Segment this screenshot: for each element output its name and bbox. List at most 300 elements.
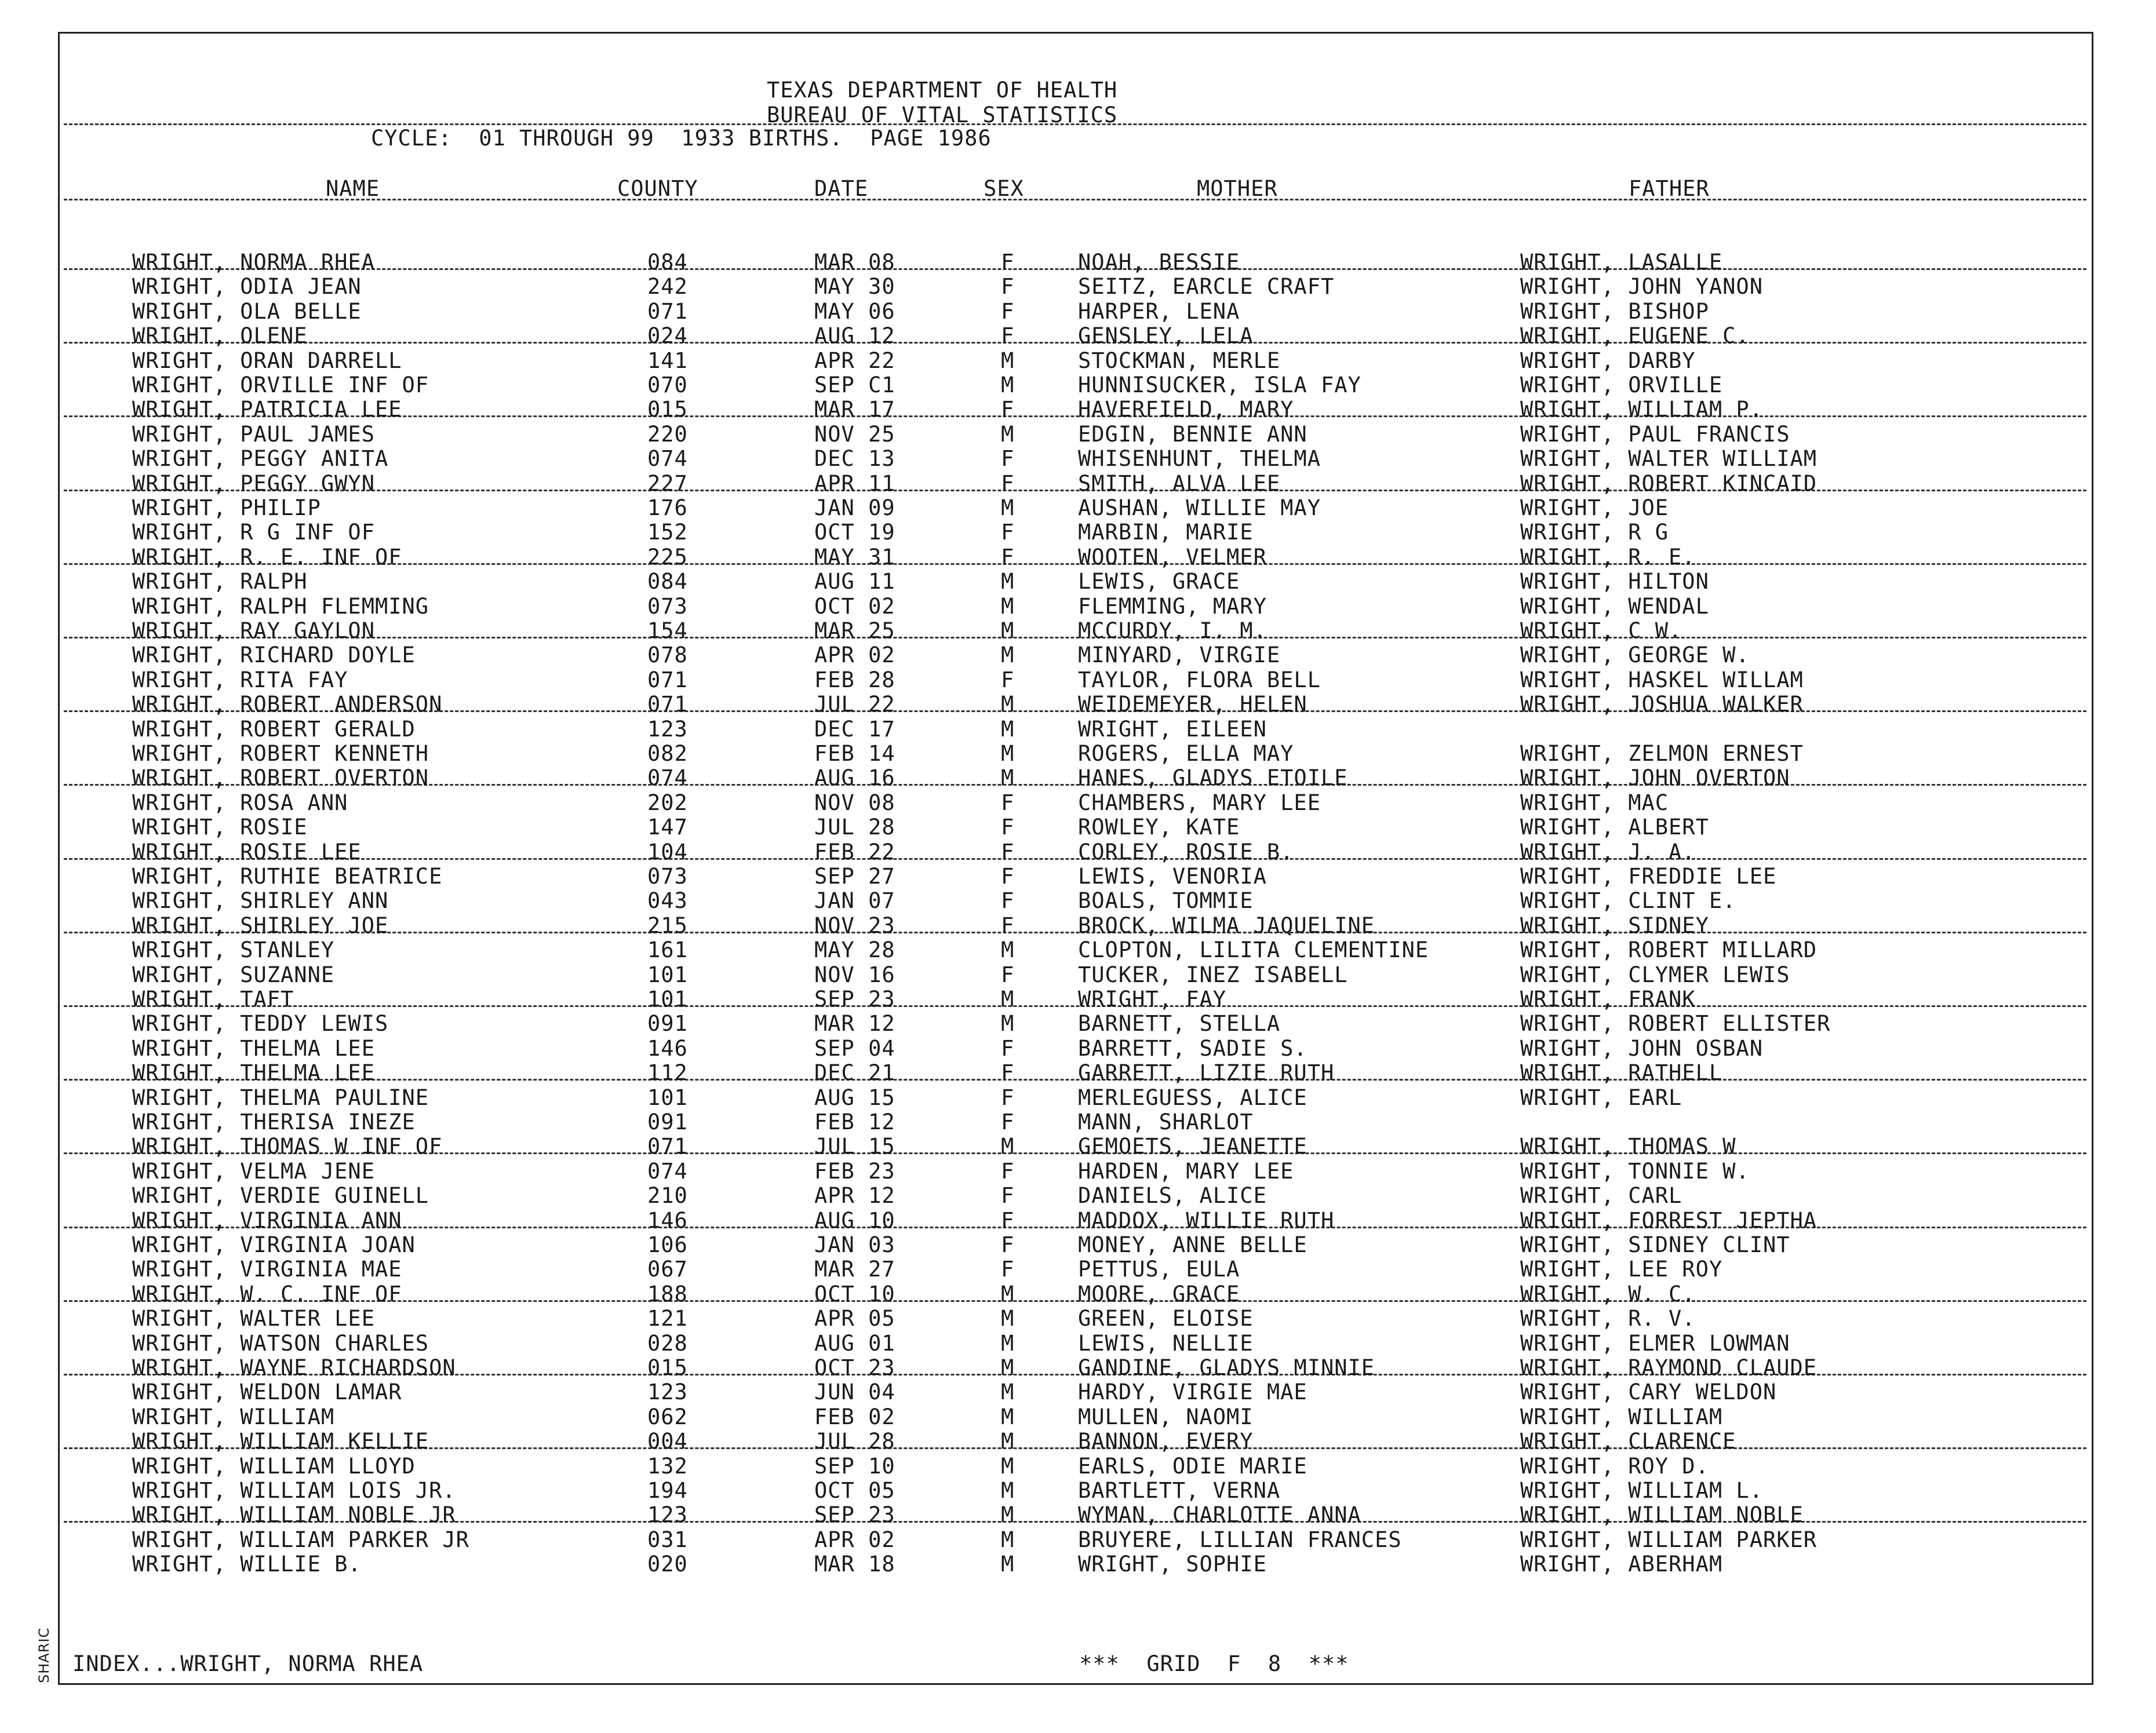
cell-date: JUL 22 xyxy=(814,692,895,717)
cell-name: WRIGHT, ROBERT KENNETH xyxy=(132,741,429,766)
cell-name: WRIGHT, ROBERT GERALD xyxy=(132,717,416,742)
cell-county: 031 xyxy=(647,1527,688,1552)
cell-sex: F xyxy=(1001,250,1015,275)
cell-name: WRIGHT, RALPH FLEMMING xyxy=(132,594,429,619)
cell-sex: M xyxy=(1001,937,1015,962)
cell-date: OCT 23 xyxy=(814,1355,895,1380)
cell-date: AUG 11 xyxy=(814,569,895,594)
column-header-sex: SEX xyxy=(984,176,1024,201)
cell-sex: F xyxy=(1001,1085,1015,1110)
cell-county: 146 xyxy=(647,1036,688,1061)
cell-father: WRIGHT, HASKEL WILLAM xyxy=(1520,667,1804,692)
cell-father: WRIGHT, ELMER LOWMAN xyxy=(1520,1331,1790,1356)
cell-sex: M xyxy=(1001,1306,1015,1331)
cell-county: 071 xyxy=(647,667,688,692)
cell-father: WRIGHT, EUGENE C. xyxy=(1520,323,1750,348)
cell-father: WRIGHT, CARL xyxy=(1520,1183,1682,1208)
cell-county: 146 xyxy=(647,1208,688,1233)
cell-father: WRIGHT, WILLIAM L. xyxy=(1520,1478,1763,1503)
cell-name: WRIGHT, VELMA JENE xyxy=(132,1159,375,1184)
cell-name: WRIGHT, ORAN DARRELL xyxy=(132,348,402,373)
cell-name: WRIGHT, TEDDY LEWIS xyxy=(132,1011,389,1036)
cell-mother: HARDY, VIRGIE MAE xyxy=(1078,1380,1308,1404)
cell-county: 084 xyxy=(647,250,688,275)
cell-name: WRIGHT, STANLEY xyxy=(132,937,335,962)
cell-mother: ROGERS, ELLA MAY xyxy=(1078,741,1294,766)
column-header-divider xyxy=(64,199,2086,200)
table-row xyxy=(0,889,2156,913)
cell-sex: M xyxy=(1001,1134,1015,1159)
cell-name: WRIGHT, WAYNE RICHARDSON xyxy=(132,1355,456,1380)
table-row xyxy=(0,815,2156,840)
table-row xyxy=(0,1307,2156,1331)
cell-father: WRIGHT, ABERHAM xyxy=(1520,1552,1723,1577)
table-row xyxy=(0,1209,2156,1233)
cell-county: 194 xyxy=(647,1478,688,1503)
cell-mother: MANN, SHARLOT xyxy=(1078,1110,1254,1134)
table-row xyxy=(0,668,2156,692)
cell-father: WRIGHT, CLARENCE xyxy=(1520,1429,1736,1454)
cell-mother: WRIGHT, EILEEN xyxy=(1078,717,1267,742)
cell-mother: GEMOETS, JEANETTE xyxy=(1078,1134,1308,1159)
cell-sex: M xyxy=(1001,1380,1015,1404)
cell-sex: M xyxy=(1001,1478,1015,1503)
cell-sex: M xyxy=(1001,618,1015,643)
cell-date: JUN 04 xyxy=(814,1380,895,1404)
cell-sex: M xyxy=(1001,643,1015,667)
cell-date: DEC 17 xyxy=(814,717,895,742)
table-row xyxy=(0,717,2156,742)
table-row xyxy=(0,1012,2156,1036)
cell-county: 091 xyxy=(647,1110,688,1134)
cell-sex: F xyxy=(1001,299,1015,324)
cell-name: WRIGHT, VIRGINIA MAE xyxy=(132,1257,402,1282)
cell-mother: MULLEN, NAOMI xyxy=(1078,1404,1254,1429)
table-row xyxy=(0,472,2156,496)
cell-mother: HUNNISUCKER, ISLA FAY xyxy=(1078,373,1361,397)
table-row xyxy=(0,1405,2156,1429)
cell-name: WRIGHT, RALPH xyxy=(132,569,308,594)
cell-name: WRIGHT, RUTHIE BEATRICE xyxy=(132,864,443,889)
cell-mother: LEWIS, NELLIE xyxy=(1078,1331,1254,1356)
cell-county: 020 xyxy=(647,1552,688,1577)
cell-father: WRIGHT, EARL xyxy=(1520,1085,1682,1110)
cell-county: 074 xyxy=(647,446,688,471)
cell-father: WRIGHT, DARBY xyxy=(1520,348,1696,373)
table-row xyxy=(0,1037,2156,1061)
cell-mother: SEITZ, EARCLE CRAFT xyxy=(1078,274,1335,299)
cell-county: 067 xyxy=(647,1257,688,1282)
cell-county: 210 xyxy=(647,1183,688,1208)
cell-county: 123 xyxy=(647,1380,688,1404)
cell-county: 074 xyxy=(647,765,688,790)
table-row xyxy=(0,373,2156,397)
table-row xyxy=(0,397,2156,422)
table-row xyxy=(0,987,2156,1012)
cell-mother: BARRETT, SADIE S. xyxy=(1078,1036,1308,1061)
cell-county: 121 xyxy=(647,1306,688,1331)
cell-date: MAR 25 xyxy=(814,618,895,643)
cell-father: WRIGHT, CLYMER LEWIS xyxy=(1520,962,1790,987)
cell-date: NOV 25 xyxy=(814,422,895,447)
cell-date: MAY 30 xyxy=(814,274,895,299)
cell-date: OCT 05 xyxy=(814,1478,895,1503)
cell-date: OCT 10 xyxy=(814,1282,895,1307)
cycle-line: CYCLE: 01 THROUGH 99 1933 BIRTHS. PAGE 1986 xyxy=(371,126,992,151)
cell-county: 242 xyxy=(647,274,688,299)
column-header-name: NAME xyxy=(326,176,380,201)
cell-mother: STOCKMAN, MERLE xyxy=(1078,348,1281,373)
cell-sex: F xyxy=(1001,446,1015,471)
cell-name: WRIGHT, SHIRLEY JOE xyxy=(132,913,389,938)
cell-sex: M xyxy=(1001,1429,1015,1454)
cell-date: FEB 02 xyxy=(814,1404,895,1429)
cell-name: WRIGHT, PAUL JAMES xyxy=(132,422,375,447)
table-row xyxy=(0,619,2156,643)
cell-mother: BROCK, WILMA JAQUELINE xyxy=(1078,913,1375,938)
cell-name: WRIGHT, PATRICIA LEE xyxy=(132,397,402,422)
cell-date: APR 12 xyxy=(814,1183,895,1208)
cell-mother: HANES, GLADYS ETOILE xyxy=(1078,765,1348,790)
cell-name: WRIGHT, OLA BELLE xyxy=(132,299,362,324)
cell-county: 070 xyxy=(647,373,688,397)
cell-date: APR 22 xyxy=(814,348,895,373)
cell-name: WRIGHT, R G INF OF xyxy=(132,520,375,545)
cell-sex: F xyxy=(1001,667,1015,692)
cell-father: WRIGHT, PAUL FRANCIS xyxy=(1520,422,1790,447)
cell-mother: WHISENHUNT, THELMA xyxy=(1078,446,1321,471)
cell-county: 123 xyxy=(647,1502,688,1527)
table-row xyxy=(0,520,2156,545)
cell-name: WRIGHT, VERDIE GUINELL xyxy=(132,1183,429,1208)
cell-sex: F xyxy=(1001,520,1015,545)
cell-mother: BARTLETT, VERNA xyxy=(1078,1478,1281,1503)
cell-name: WRIGHT, W. C. INF OF xyxy=(132,1282,402,1307)
cell-father: WRIGHT, MAC xyxy=(1520,790,1669,815)
table-row xyxy=(0,742,2156,766)
cell-father: WRIGHT, BISHOP xyxy=(1520,299,1709,324)
cell-mother: GARRETT, LIZIE RUTH xyxy=(1078,1060,1335,1085)
table-row xyxy=(0,447,2156,471)
cell-county: 104 xyxy=(647,840,688,864)
cell-father: WRIGHT, SIDNEY CLINT xyxy=(1520,1232,1790,1257)
table-row xyxy=(0,300,2156,324)
cell-mother: BARNETT, STELLA xyxy=(1078,1011,1281,1036)
cell-date: AUG 10 xyxy=(814,1208,895,1233)
cell-date: MAR 08 xyxy=(814,250,895,275)
cell-name: WRIGHT, ROBERT OVERTON xyxy=(132,765,429,790)
cell-father: WRIGHT, ROBERT ELLISTER xyxy=(1520,1011,1831,1036)
cell-date: APR 02 xyxy=(814,643,895,667)
cell-date: NOV 08 xyxy=(814,790,895,815)
cell-date: MAY 31 xyxy=(814,545,895,570)
table-row xyxy=(0,840,2156,864)
table-row xyxy=(0,1061,2156,1085)
cell-sex: F xyxy=(1001,888,1015,913)
cell-sex: F xyxy=(1001,1257,1015,1282)
cell-sex: M xyxy=(1001,717,1015,742)
cell-mother: CHAMBERS, MARY LEE xyxy=(1078,790,1321,815)
cell-mother: BRUYERE, LILLIAN FRANCES xyxy=(1078,1527,1402,1552)
cell-father: WRIGHT, JOE xyxy=(1520,495,1669,520)
cell-name: WRIGHT, ROSIE xyxy=(132,815,308,840)
cell-date: SEP 04 xyxy=(814,1036,895,1061)
table-row xyxy=(0,1134,2156,1159)
cell-mother: WRIGHT, FAY xyxy=(1078,987,1227,1012)
cell-date: OCT 19 xyxy=(814,520,895,545)
cell-mother: SMITH, ALVA LEE xyxy=(1078,471,1281,496)
cell-county: 028 xyxy=(647,1331,688,1356)
cell-date: MAR 27 xyxy=(814,1257,895,1282)
table-row xyxy=(0,1429,2156,1454)
cell-name: WRIGHT, THELMA LEE xyxy=(132,1060,375,1085)
cell-mother: TUCKER, INEZ ISABELL xyxy=(1078,962,1348,987)
cell-sex: F xyxy=(1001,1232,1015,1257)
cell-name: WRIGHT, RAY GAYLON xyxy=(132,618,375,643)
cell-county: 227 xyxy=(647,471,688,496)
cell-name: WRIGHT, WILLIE B. xyxy=(132,1552,362,1577)
cell-mother: MERLEGUESS, ALICE xyxy=(1078,1085,1308,1110)
cell-father: WRIGHT, WILLIAM PARKER xyxy=(1520,1527,1818,1552)
table-row xyxy=(0,1282,2156,1307)
cell-date: MAR 17 xyxy=(814,397,895,422)
cell-sex: F xyxy=(1001,815,1015,840)
cell-county: 101 xyxy=(647,987,688,1012)
cell-date: APR 11 xyxy=(814,471,895,496)
cell-father: WRIGHT, LEE ROY xyxy=(1520,1257,1723,1282)
cell-father: WRIGHT, JOHN OVERTON xyxy=(1520,765,1790,790)
cell-name: WRIGHT, ORVILLE INF OF xyxy=(132,373,429,397)
cell-county: 024 xyxy=(647,323,688,348)
cell-sex: F xyxy=(1001,323,1015,348)
cell-date: SEP 23 xyxy=(814,987,895,1012)
table-row xyxy=(0,1503,2156,1527)
cell-father: WRIGHT, FRANK xyxy=(1520,987,1696,1012)
cell-father: WRIGHT, R G xyxy=(1520,520,1669,545)
cell-mother: HAVERFIELD, MARY xyxy=(1078,397,1294,422)
table-row xyxy=(0,1454,2156,1479)
cell-county: 073 xyxy=(647,594,688,619)
cell-sex: F xyxy=(1001,840,1015,864)
cell-name: WRIGHT, THERISA INEZE xyxy=(132,1110,416,1134)
cell-mother: HARDEN, MARY LEE xyxy=(1078,1159,1294,1184)
table-row xyxy=(0,1110,2156,1134)
cell-mother: WYMAN, CHARLOTTE ANNA xyxy=(1078,1502,1361,1527)
cell-date: FEB 28 xyxy=(814,667,895,692)
cell-father: WRIGHT, WILLIAM xyxy=(1520,1404,1723,1429)
cell-date: FEB 22 xyxy=(814,840,895,864)
cell-county: 078 xyxy=(647,643,688,667)
cell-name: WRIGHT, PHILIP xyxy=(132,495,321,520)
cell-name: WRIGHT, RICHARD DOYLE xyxy=(132,643,416,667)
cell-sex: F xyxy=(1001,1183,1015,1208)
bureau-title: BUREAU OF VITAL STATISTICS xyxy=(767,103,1118,127)
cell-father: WRIGHT, R. V. xyxy=(1520,1306,1696,1331)
cell-county: 071 xyxy=(647,299,688,324)
cell-sex: M xyxy=(1001,1011,1015,1036)
cell-father: WRIGHT, ROBERT MILLARD xyxy=(1520,937,1818,962)
cell-name: WRIGHT, SUZANNE xyxy=(132,962,335,987)
cell-father: WRIGHT, JOHN OSBAN xyxy=(1520,1036,1763,1061)
cell-father: WRIGHT, CARY WELDON xyxy=(1520,1380,1777,1404)
cell-father: WRIGHT, FREDDIE LEE xyxy=(1520,864,1777,889)
cell-mother: TAYLOR, FLORA BELL xyxy=(1078,667,1321,692)
cell-mother: EDGIN, BENNIE ANN xyxy=(1078,422,1308,447)
cell-sex: M xyxy=(1001,1552,1015,1577)
cell-name: WRIGHT, WELDON LAMAR xyxy=(132,1380,402,1404)
column-header-county: COUNTY xyxy=(617,176,698,201)
cell-county: 123 xyxy=(647,717,688,742)
cell-sex: M xyxy=(1001,1355,1015,1380)
cell-father: WRIGHT, ROY D. xyxy=(1520,1454,1709,1479)
header-divider xyxy=(64,123,2086,125)
cell-county: 161 xyxy=(647,937,688,962)
cell-date: DEC 21 xyxy=(814,1060,895,1085)
cell-mother: HARPER, LENA xyxy=(1078,299,1240,324)
cell-name: WRIGHT, VIRGINIA ANN xyxy=(132,1208,402,1233)
cell-date: DEC 13 xyxy=(814,446,895,471)
table-row xyxy=(0,963,2156,987)
cell-county: 101 xyxy=(647,962,688,987)
cell-date: JUL 28 xyxy=(814,1429,895,1454)
cell-sex: M xyxy=(1001,1527,1015,1552)
cell-father: WRIGHT, WENDAL xyxy=(1520,594,1709,619)
cell-county: 015 xyxy=(647,1355,688,1380)
cell-county: 073 xyxy=(647,864,688,889)
cell-county: 141 xyxy=(647,348,688,373)
cell-sex: F xyxy=(1001,1208,1015,1233)
cell-date: APR 02 xyxy=(814,1527,895,1552)
cell-father: WRIGHT, RAYMOND CLAUDE xyxy=(1520,1355,1818,1380)
cell-name: WRIGHT, R. E. INF OF xyxy=(132,545,402,570)
cell-mother: BANNON, EVERY xyxy=(1078,1429,1254,1454)
cell-sex: M xyxy=(1001,987,1015,1012)
cell-name: WRIGHT, THELMA LEE xyxy=(132,1036,375,1061)
agency-title: TEXAS DEPARTMENT OF HEALTH xyxy=(767,78,1118,103)
cell-date: SEP 27 xyxy=(814,864,895,889)
cell-date: SEP C1 xyxy=(814,373,895,397)
cell-name: WRIGHT, WILLIAM xyxy=(132,1404,335,1429)
cell-name: WRIGHT, THOMAS W INF OF xyxy=(132,1134,443,1159)
cell-sex: F xyxy=(1001,274,1015,299)
table-row xyxy=(0,1380,2156,1404)
cell-sex: F xyxy=(1001,1110,1015,1134)
cell-date: FEB 23 xyxy=(814,1159,895,1184)
cell-sex: F xyxy=(1001,913,1015,938)
table-row xyxy=(0,594,2156,619)
cell-sex: F xyxy=(1001,1060,1015,1085)
cell-county: 074 xyxy=(647,1159,688,1184)
cell-sex: M xyxy=(1001,741,1015,766)
table-row xyxy=(0,1159,2156,1184)
cell-county: 106 xyxy=(647,1232,688,1257)
cell-sex: M xyxy=(1001,495,1015,520)
cell-date: FEB 14 xyxy=(814,741,895,766)
cell-sex: M xyxy=(1001,692,1015,717)
table-row xyxy=(0,422,2156,447)
cell-county: 082 xyxy=(647,741,688,766)
cell-date: JAN 07 xyxy=(814,888,895,913)
cell-county: 176 xyxy=(647,495,688,520)
cell-mother: PETTUS, EULA xyxy=(1078,1257,1240,1282)
cell-father: WRIGHT, GEORGE W. xyxy=(1520,643,1750,667)
cell-county: 188 xyxy=(647,1282,688,1307)
table-row xyxy=(0,791,2156,815)
cell-mother: MINYARD, VIRGIE xyxy=(1078,643,1281,667)
cell-name: WRIGHT, VIRGINIA JOAN xyxy=(132,1232,416,1257)
cell-county: 015 xyxy=(647,397,688,422)
table-row xyxy=(0,938,2156,962)
cell-father: WRIGHT, ROBERT KINCAID xyxy=(1520,471,1818,496)
cell-mother: MOORE, GRACE xyxy=(1078,1282,1240,1307)
cell-sex: F xyxy=(1001,471,1015,496)
column-header-father: FATHER xyxy=(1629,176,1710,201)
cell-county: 132 xyxy=(647,1454,688,1479)
cell-father: WRIGHT, CLINT E. xyxy=(1520,888,1736,913)
cell-sex: M xyxy=(1001,1454,1015,1479)
cell-father: WRIGHT, TONNIE W. xyxy=(1520,1159,1750,1184)
cell-sex: F xyxy=(1001,790,1015,815)
table-row xyxy=(0,1479,2156,1503)
cell-date: MAY 06 xyxy=(814,299,895,324)
cell-mother: LEWIS, GRACE xyxy=(1078,569,1240,594)
cell-father: WRIGHT, SIDNEY xyxy=(1520,913,1709,938)
cell-sex: F xyxy=(1001,864,1015,889)
cell-father: WRIGHT, ZELMON ERNEST xyxy=(1520,741,1804,766)
cell-date: APR 05 xyxy=(814,1306,895,1331)
cell-date: MAR 18 xyxy=(814,1552,895,1577)
cell-name: WRIGHT, NORMA RHEA xyxy=(132,250,375,275)
cell-name: WRIGHT, WALTER LEE xyxy=(132,1306,375,1331)
cell-father: WRIGHT, WALTER WILLIAM xyxy=(1520,446,1818,471)
cell-mother: DANIELS, ALICE xyxy=(1078,1183,1267,1208)
cell-date: SEP 10 xyxy=(814,1454,895,1479)
cell-name: WRIGHT, WILLIAM LOIS JR. xyxy=(132,1478,456,1503)
cell-county: 225 xyxy=(647,545,688,570)
cell-father: WRIGHT, JOHN YANON xyxy=(1520,274,1763,299)
cell-mother: MADDOX, WILLIE RUTH xyxy=(1078,1208,1335,1233)
cell-county: 084 xyxy=(647,569,688,594)
side-stamp: SHARIC xyxy=(36,1627,52,1683)
table-row xyxy=(0,914,2156,938)
cell-date: SEP 23 xyxy=(814,1502,895,1527)
cell-county: 215 xyxy=(647,913,688,938)
cell-name: WRIGHT, ODIA JEAN xyxy=(132,274,362,299)
table-row xyxy=(0,1184,2156,1208)
cell-father: WRIGHT, ORVILLE xyxy=(1520,373,1723,397)
cell-name: WRIGHT, WILLIAM PARKER JR xyxy=(132,1527,469,1552)
cell-sex: F xyxy=(1001,397,1015,422)
cell-mother: CORLEY, ROSIE B. xyxy=(1078,840,1294,864)
cell-mother: GANDINE, GLADYS MINNIE xyxy=(1078,1355,1375,1380)
cell-father: WRIGHT, C W. xyxy=(1520,618,1682,643)
cell-date: JAN 09 xyxy=(814,495,895,520)
cell-county: 071 xyxy=(647,692,688,717)
cell-father: WRIGHT, RATHELL xyxy=(1520,1060,1723,1085)
table-row xyxy=(0,1552,2156,1577)
cell-name: WRIGHT, OLENE xyxy=(132,323,308,348)
cell-sex: F xyxy=(1001,1036,1015,1061)
cell-date: JUL 15 xyxy=(814,1134,895,1159)
cell-sex: M xyxy=(1001,348,1015,373)
cell-name: WRIGHT, WILLIAM LLOYD xyxy=(132,1454,416,1479)
cell-county: 112 xyxy=(647,1060,688,1085)
cell-mother: CLOPTON, LILITA CLEMENTINE xyxy=(1078,937,1429,962)
cell-county: 202 xyxy=(647,790,688,815)
cell-date: NOV 23 xyxy=(814,913,895,938)
cell-mother: AUSHAN, WILLIE MAY xyxy=(1078,495,1321,520)
grid-footer: *** GRID F 8 *** xyxy=(1079,1651,1349,1676)
